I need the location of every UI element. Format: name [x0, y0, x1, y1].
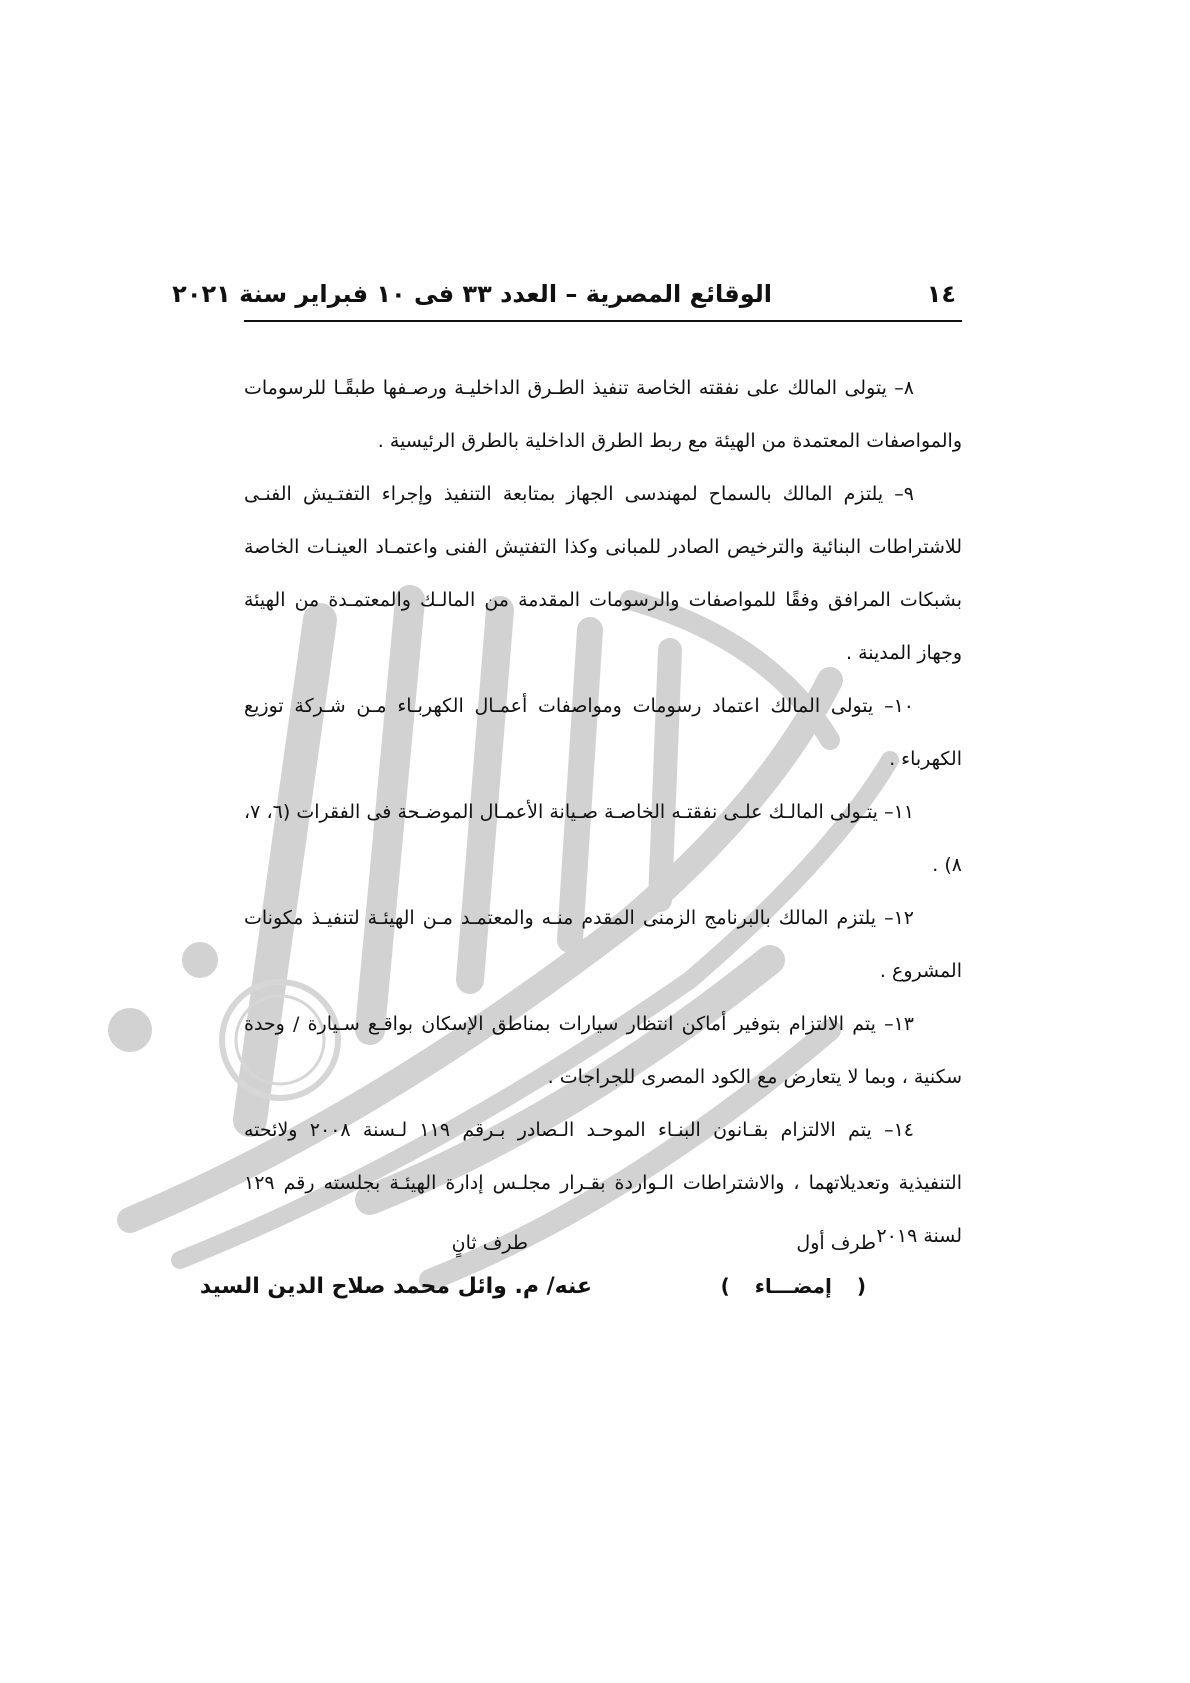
- clause-14: ١٤– يتم الالتزام بقـانون البنـاء الموحـد الـصادر بـرقم ١١٩ لـسنة ٢٠٠٨ ولائحته التنفيذية وتعديلاتهما ، والاشتراطات الـواردة بقـرار مجلـس إدارة الهيئـة بجلسته رقم ١٢٩ لسنة ٢٠١٩: [244, 1119, 962, 1247]
- clause-13: ١٣– يتم الالتزام بتوفير أماكن انتظار سيارات بمناطق الإسكان بواقـع سـيارة / وحدة سكنية ، وبما لا يتعارض مع الكود المصرى للجراجات .: [244, 1013, 962, 1088]
- clause-11: ١١– يتـولى المالـك علـى نفقتـه الخاصـة صـيانة الأعمـال الموضـحة فى الفقرات (٦، ٧، ٨) .: [244, 801, 962, 876]
- clause-9: ٩– يلتزم المالك بالسماح لمهندسى الجهاز بمتابعة التنفيذ وإجراء التفتـيش الفنـى للاشتراطات البنائية والترخيص الصادر للمبانى وكذا التفتيش الفنى واعتمـاد العينـات الخاصة بشبكات المرافق وفقًا للمواصفات والرسومات المقدمة من المالـك والمعتمـدة من الهيئة وجهاز المدينة .: [244, 483, 962, 664]
- party-two-signature: عنه/ م. وائل محمد صلاح الدين السيد: [199, 1274, 592, 1299]
- clause-10: ١٠– يتولى المالك اعتماد رسومات ومواصفات أعمـال الكهربـاء مـن شـركة توزيع الكهرباء .: [244, 695, 962, 770]
- signature-block: [199, 1232, 962, 1322]
- party-one-signature: ( إمضـــاء ): [720, 1274, 866, 1298]
- party-one-title: طرف أول: [796, 1232, 876, 1254]
- party-two-title: طرف ثانٍ: [451, 1232, 528, 1254]
- clause-8: ٨– يتولى المالك على نفقته الخاصة تنفيذ الطـرق الداخليـة ورصـفها طبقًـا للرسومات والمواصفات المعتمدة من الهيئة مع ربط الطرق الداخلية بالطرق الرئيسية .: [244, 377, 962, 452]
- page-header: [172, 272, 962, 322]
- document-body: [244, 362, 962, 1263]
- gazette-title: الوقائع المصرية – العدد ٣٣ فى ١٠ فبراير سنة ٢٠٢١: [172, 280, 772, 308]
- clause-12: ١٢– يلتزم المالك بالبرنامج الزمنى المقدم منـه والمعتمـد مـن الهيئـة لتنفيـذ مكونات المشروع .: [244, 907, 962, 982]
- page-number: ١٤: [926, 280, 956, 308]
- header-divider: [244, 320, 962, 322]
